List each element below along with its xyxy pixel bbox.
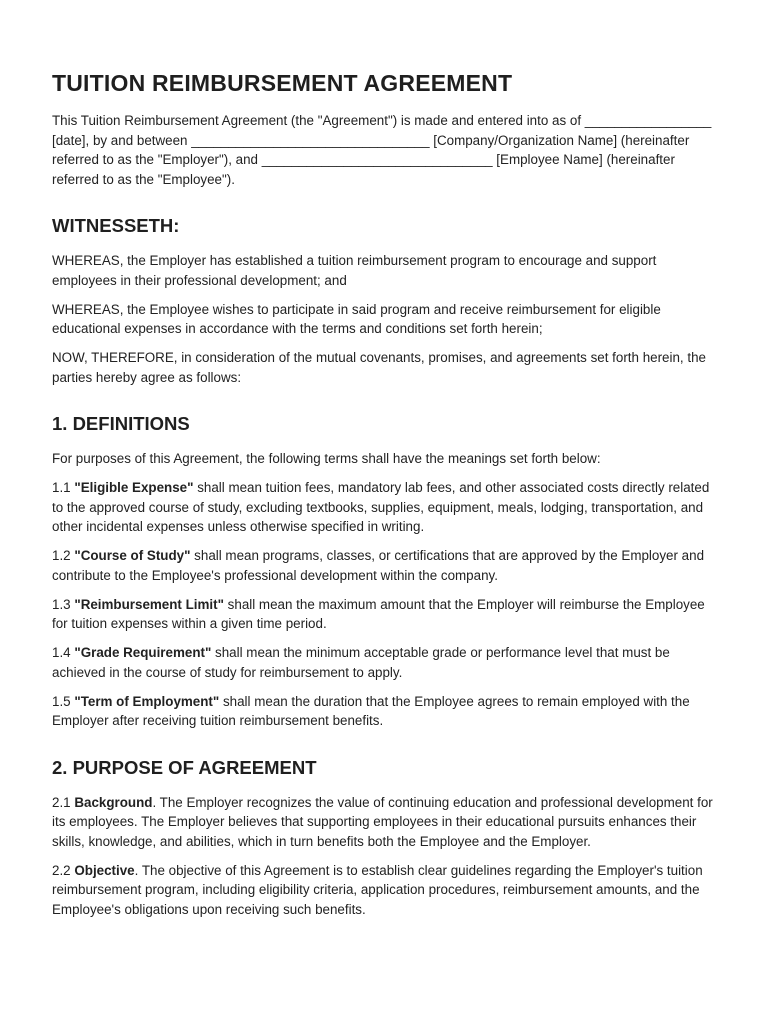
clause-text: shall mean the maximum amount that the Employer will reimburse the Employee for tuition expenses within a given time period.	[52, 596, 705, 631]
purpose-item	[52, 861, 718, 920]
clause-number: 1.3	[52, 596, 75, 612]
clause-text: shall mean the minimum acceptable grade or performance level that must be achieved in the course of study for reimbursement to apply.	[52, 645, 670, 680]
now-therefore-paragraph: NOW, THEREFORE, in consideration of the mutual covenants, promises, and agreements set forth herein, the parties hereby agree as follows:	[52, 350, 706, 385]
intro-paragraph: This Tuition Reimbursement Agreement (the "Agreement") is made and entered into as of _________________ [date], by and between ________________________________ [Company/Organization Name] (hereinafter referred to as the "Employer"), and _______________________________ [Employee Name] (hereinafter referred to as the "Employee").	[52, 113, 712, 187]
defined-term: "Eligible Expense"	[74, 480, 194, 495]
whereas-paragraph-1: WHEREAS, the Employer has established a tuition reimbursement program to encourage and support employees in their professional development; and	[52, 253, 657, 288]
purpose-heading: 2. PURPOSE OF AGREEMENT	[52, 756, 317, 778]
definitions-heading: 1. DEFINITIONS	[52, 413, 190, 434]
clause-number: 1.5	[52, 693, 75, 709]
defined-term: "Reimbursement Limit"	[74, 596, 224, 612]
clause-text: shall mean the duration that the Employee agrees to remain employed with the Employer after receiving tuition reimbursement benefits.	[52, 693, 690, 728]
clause-number: 1.2	[52, 548, 75, 563]
definition-item	[52, 643, 718, 682]
whereas-paragraph-2: WHEREAS, the Employee wishes to participate in said program and receive reimbursement for eligible educational expenses in accordance with the terms and conditions set forth herein;	[52, 301, 661, 336]
clause-text: shall mean tuition fees, mandatory lab fees, and other associated costs directly related to the approved course of study, excluding textbooks, supplies, equipment, meals, lodging, transportation, and other incidental expenses unless otherwise specified in writing.	[52, 480, 710, 534]
clause-title: Background	[74, 794, 153, 810]
clause-title: Objective	[74, 862, 135, 878]
definition-item	[52, 595, 718, 634]
witnesseth-heading: WITNESSETH:	[52, 215, 180, 236]
definition-item	[52, 478, 718, 537]
clause-number: 1.1	[52, 480, 75, 495]
clause-text: . The Employer recognizes the value of continuing education and professional development for its employees. The Employer believes that supporting employees in their educational pursuits enhances their skills, knowledge, and abilities, which in turn benefits both the Employee and the Employer.	[52, 794, 713, 849]
clause-text: . The objective of this Agreement is to establish clear guidelines regarding the Employer's tuition reimbursement program, including eligibility criteria, application procedures, reimbursement amounts, and the Employee's obligations upon receiving such benefits.	[52, 862, 703, 917]
defined-term: "Course of Study"	[74, 548, 191, 563]
definition-item	[52, 546, 718, 585]
clause-number: 2.2	[52, 862, 75, 878]
clause-number: 2.1	[52, 794, 75, 810]
document-title: TUITION REIMBURSEMENT AGREEMENT	[52, 70, 513, 96]
clause-number: 1.4	[52, 645, 75, 660]
clause-text: shall mean programs, classes, or certifications that are approved by the Employer and contribute to the Employee's professional development within the company.	[52, 548, 705, 583]
defined-term: "Grade Requirement"	[74, 645, 212, 660]
definitions-lead: For purposes of this Agreement, the following terms shall have the meanings set forth below:	[52, 451, 601, 466]
definition-item	[52, 692, 718, 731]
purpose-item	[52, 793, 718, 852]
defined-term: "Term of Employment"	[74, 693, 220, 709]
